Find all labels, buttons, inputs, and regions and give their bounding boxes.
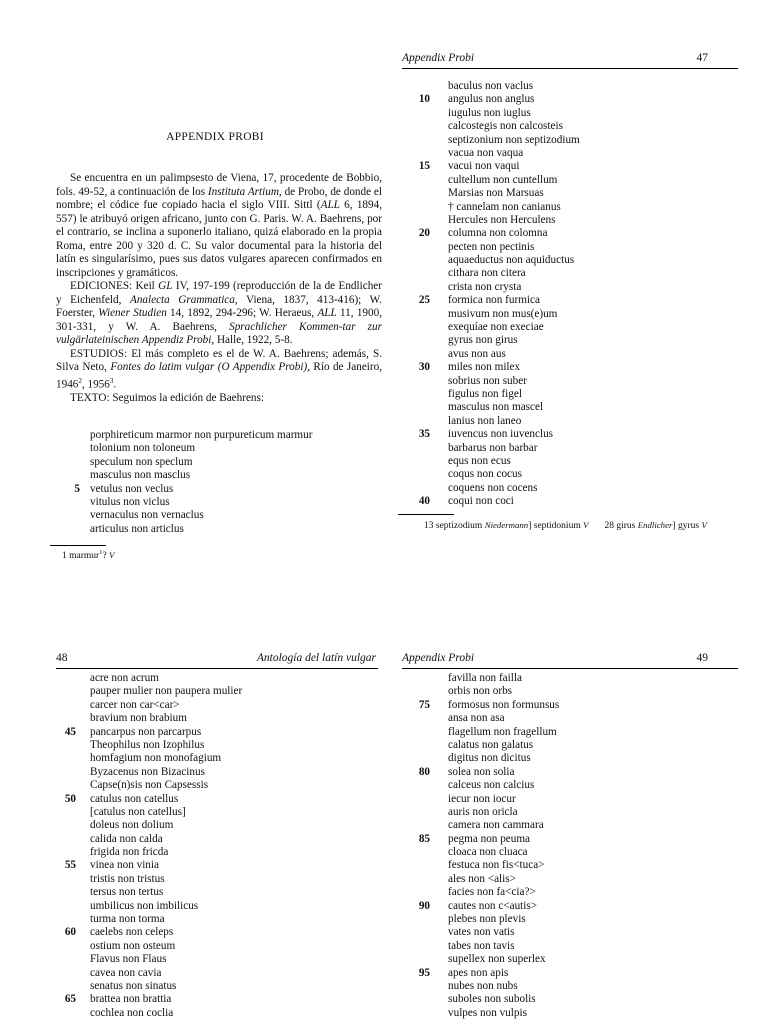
header-title: Antología del latín vulgar — [256, 652, 376, 664]
text-run-italic: V — [109, 550, 115, 561]
verse-text: barbarus non barbar — [448, 441, 538, 454]
verse-number: 30 — [418, 361, 430, 374]
verse-text: formosus non formunsus — [448, 698, 560, 711]
verse-text: pecten non pectinis — [448, 240, 535, 253]
verse-text: tristis non tristus — [90, 872, 165, 885]
text-run-italic: ALL — [320, 199, 340, 211]
verse-text: iuvencus non iuvenclus — [448, 428, 554, 441]
text-run: ] septidonium — [528, 521, 584, 531]
verse-text: umbilicus non imbilicus — [90, 899, 199, 912]
text-run: 1 marmur — [62, 551, 100, 562]
section-title: APPENDIX PROBI — [166, 131, 264, 143]
verse-text: speculum non speclum — [90, 455, 193, 468]
verse-text: septizonium non septizodium — [448, 133, 580, 146]
footnote-rule — [50, 545, 106, 546]
verse-text: equs non ecus — [448, 454, 511, 467]
verse-text: cautes non c<autis> — [448, 899, 538, 912]
verse-text: tersus non tertus — [90, 886, 164, 899]
page-number: 47 — [696, 52, 708, 64]
verse-text: calatus non galatus — [448, 738, 534, 751]
verse-text: supellex non superlex — [448, 953, 546, 966]
text-run: Se encuentra en un palimpsesto de Viena, 17, procedente de Bobbio, fols. 49-52, a continuación de los — [56, 172, 382, 198]
verse-text: coqui non coci — [448, 495, 514, 508]
verse-text: vernaculus non vernaclus — [90, 509, 204, 522]
verse-number: 15 — [418, 160, 430, 173]
verse-text: plebes non plevis — [448, 913, 526, 926]
verse-text: ansa non asa — [448, 712, 505, 725]
text-run: ] gyrus — [672, 521, 702, 531]
text-run-italic: GL — [158, 280, 173, 292]
page-49 — [398, 640, 738, 1024]
footnote — [62, 547, 114, 562]
verse-text: Theophilus non Izophilus — [90, 738, 205, 751]
verse-text: cavea non cavia — [90, 966, 162, 979]
verse-number: 40 — [418, 495, 430, 508]
verse-text: vetulus non veclus — [90, 482, 174, 495]
verse-text: vitulus non viclus — [90, 495, 170, 508]
verse-text: cithara non citera — [448, 267, 526, 280]
verse-text: ostium non osteum — [90, 939, 176, 952]
verse-text: columna non colomna — [448, 227, 548, 240]
intro-paragraph — [56, 172, 382, 280]
verse-number: 95 — [418, 966, 430, 979]
verse-number: 60 — [64, 926, 76, 939]
verse-text: articulus non articlus — [90, 522, 184, 535]
verse-number: 75 — [418, 698, 430, 711]
verse-text: nubes non nubs — [448, 979, 518, 992]
verse-text: pauper mulier non paupera mulier — [90, 685, 243, 698]
verse-text: doleus non dolium — [90, 819, 174, 832]
verse-text: acre non acrum — [90, 672, 159, 684]
verse-text: figulus non figel — [448, 387, 522, 400]
verse-number: 45 — [64, 725, 76, 738]
verse-text: caelebs non celeps — [90, 926, 174, 939]
verse-number: 35 — [418, 428, 430, 441]
page-number: 48 — [56, 652, 68, 664]
verse-text: bravium non brabium — [90, 712, 187, 725]
superscript: 2 — [78, 376, 82, 385]
verse-text: auris non oricla — [448, 805, 518, 818]
page-intro — [50, 40, 383, 630]
verse-text: apes non apis — [448, 966, 509, 979]
verse-text: frigida non fricda — [90, 846, 169, 859]
verse-number: 25 — [418, 294, 430, 307]
text-run: , de Probo, de donde el nombre; el códice fue copiado hacia el siglo VIII. Sittl ( — [56, 185, 382, 211]
footnote-rule — [398, 514, 454, 515]
verse-text: flagellum non fragellum — [448, 725, 557, 738]
verse-text: coqus non cocus — [448, 468, 522, 481]
verse-text: miles non milex — [448, 361, 521, 374]
verse-text: festuca non fis<tuca> — [448, 859, 545, 872]
verse-number: 20 — [418, 227, 430, 240]
text-run-italic: ALL — [317, 307, 337, 319]
verse-text: vacui non vaqui — [448, 160, 520, 173]
header-title: Appendix Probi — [402, 52, 475, 64]
text-run: 14, 1892, 294-296; W. Heraeus, — [166, 307, 318, 319]
verse-number: 5 — [74, 482, 80, 495]
text-run: ? — [102, 551, 110, 562]
text-run: . — [113, 378, 117, 391]
verse-text: suboles non subolis — [448, 993, 536, 1006]
verse-text: pegma non peuma — [448, 832, 531, 845]
verse-text: iecur non iocur — [448, 792, 516, 805]
verse-text: turma non torma — [90, 913, 165, 926]
verse-text: ales non <alis> — [448, 872, 516, 885]
verse-text: Marsias non Marsuas — [448, 187, 544, 200]
verse-number: 55 — [64, 859, 76, 872]
verse-text: tabes non tavis — [448, 939, 515, 952]
verse-text: catulus non catellus — [90, 792, 179, 805]
verse-text: cloaca non cluaca — [448, 846, 528, 859]
verse-text: cultellum non cuntellum — [448, 173, 558, 186]
verse-text: vulpes non vulpis — [448, 1006, 527, 1019]
text-run: ESTUDIOS: El más completo es el de W. A. Baehrens; además, S. Silva Neto, — [56, 347, 382, 373]
verse-text: gyrus non girus — [448, 334, 518, 347]
verse-text: avus non aus — [448, 347, 506, 360]
verse-text: porphireticum marmor non purpureticum marmur — [90, 429, 313, 441]
text-run-italic: Wiener Studien — [98, 307, 167, 319]
text-run-italic: Analecta Grammatica — [129, 293, 235, 306]
verse-text: Capse(n)sis non Capsessis — [90, 779, 209, 792]
verse-number: 50 — [64, 792, 76, 805]
text-run: 6, 1894, 557) le atribuyó origen africano, junto con G. Paris. W. A. Baehrens, por el contrario, se inclina a suponerlo italiano, quizá elaborado en la propia Roma, entre 200 y 320 d. C. Su valor documental para la historia del latín es singularísimo, pues sus datos vulgares aparecen confirmados en inscripciones y gramáticos. — [56, 199, 382, 279]
text-run-italic: V — [583, 520, 589, 530]
text-run: , Viena, 1837, 413-416); W. Foerster, — [56, 293, 382, 319]
verse-text: † cannelam non canianus — [448, 200, 561, 213]
verse-text: brattea non brattia — [90, 993, 172, 1006]
verse-number: 65 — [64, 993, 76, 1006]
text-run-italic: Fontes do latim vulgar (O Appendix Probi) — [110, 361, 308, 373]
verse-text: Hercules non Herculens — [448, 213, 556, 226]
superscript: 3 — [109, 376, 114, 385]
header-title: Appendix Probi — [402, 652, 475, 664]
verse-text: exequíae non execiae — [448, 321, 544, 334]
running-header — [402, 50, 738, 69]
verse-text: vacua non vaqua — [448, 146, 524, 159]
verse-text: Flavus non Flaus — [90, 953, 167, 966]
verse-text: Byzacenus non Bizacinus — [90, 765, 205, 778]
text-run-italic: Instituta Artium — [207, 185, 279, 198]
verse-text: formica non furmica — [448, 294, 540, 307]
verse-text: cochlea non coclia — [90, 1006, 174, 1019]
verse-text: sobrius non suber — [448, 374, 527, 387]
text-run-italic: Sprachlicher Kommen-tar zur vulgärlateinischen Appendiz Probi — [56, 320, 382, 346]
verse-number: 80 — [418, 765, 430, 778]
verse-text: camera non cammara — [448, 819, 544, 832]
page-48 — [50, 640, 380, 1024]
verse-number: 10 — [418, 93, 430, 106]
verse-text: masculus non mascel — [448, 401, 544, 414]
verse-text: vinea non vinia — [90, 859, 159, 872]
verse-text: facies non fa<cia?> — [448, 886, 536, 899]
verse-text: [catulus non catellus] — [90, 805, 186, 818]
running-header — [402, 650, 738, 669]
verse-text: musivum non mus(e)um — [448, 307, 558, 320]
verse-text: iugulus non iuglus — [448, 106, 531, 119]
verse-text: baculus non vaclus — [448, 80, 534, 92]
text-run: EDICIONES: Keil — [70, 280, 159, 292]
verse-text: calida non calda — [90, 832, 163, 845]
footnote — [424, 519, 707, 532]
estudios-paragraph — [56, 348, 382, 392]
text-run: IV, 197-199 (reproducción de la de Endlicher y Eichenfeld, — [56, 280, 382, 306]
text-run: , Halle, 1922, 5-8. — [211, 334, 293, 346]
text-run: 28 girus — [604, 521, 638, 531]
text-run-italic: Niedermann — [484, 520, 529, 530]
verse-text: tolonium non toloneum — [90, 442, 196, 455]
page-number: 49 — [696, 652, 708, 664]
verse-text: lanius non laneo — [448, 414, 522, 427]
verse-text: carcer non car<car> — [90, 698, 180, 711]
running-header — [56, 650, 378, 669]
verse-text: masculus non masclus — [90, 469, 191, 482]
verse-text: homfagium non monofagium — [90, 752, 222, 765]
text-run: , Río de Janeiro, 1946 — [56, 361, 383, 391]
verse-text: senatus non sinatus — [90, 979, 177, 992]
verse-number: 90 — [418, 899, 430, 912]
verse-text: orbis non orbs — [448, 685, 513, 698]
ediciones-paragraph — [56, 280, 382, 348]
verse-text: crista non crysta — [448, 280, 522, 293]
verse-text: calcostegis non calcosteis — [448, 120, 563, 133]
text-run: 11, 1900, 301-331, y W. A. Baehrens, — [56, 307, 383, 333]
intro-text — [56, 172, 382, 405]
verse-text: digitus non dicitus — [448, 752, 531, 765]
page-47 — [398, 40, 738, 630]
verse-number: 85 — [418, 832, 430, 845]
text-run: , 1956 — [81, 378, 110, 391]
verse-text: vates non vatis — [448, 926, 515, 939]
verse-text: solea non solia — [448, 765, 515, 778]
verse-text: angulus non anglus — [448, 93, 535, 106]
verse-text: favilla non failla — [448, 672, 522, 684]
texto-paragraph: TEXTO: Seguimos la edición de Baehrens: — [70, 391, 264, 404]
verse-text: coquens non cocens — [448, 481, 538, 494]
superscript: 1 — [99, 549, 103, 556]
verse-text: pancarpus non parcarpus — [90, 725, 202, 738]
verse-text: calceus non calcius — [448, 779, 535, 792]
verse-text: aquaeductus non aquiductus — [448, 254, 575, 267]
text-run: 13 septizodium — [424, 521, 485, 531]
text-run-italic: V — [701, 520, 707, 530]
text-run-italic: Endlicher — [637, 520, 673, 530]
